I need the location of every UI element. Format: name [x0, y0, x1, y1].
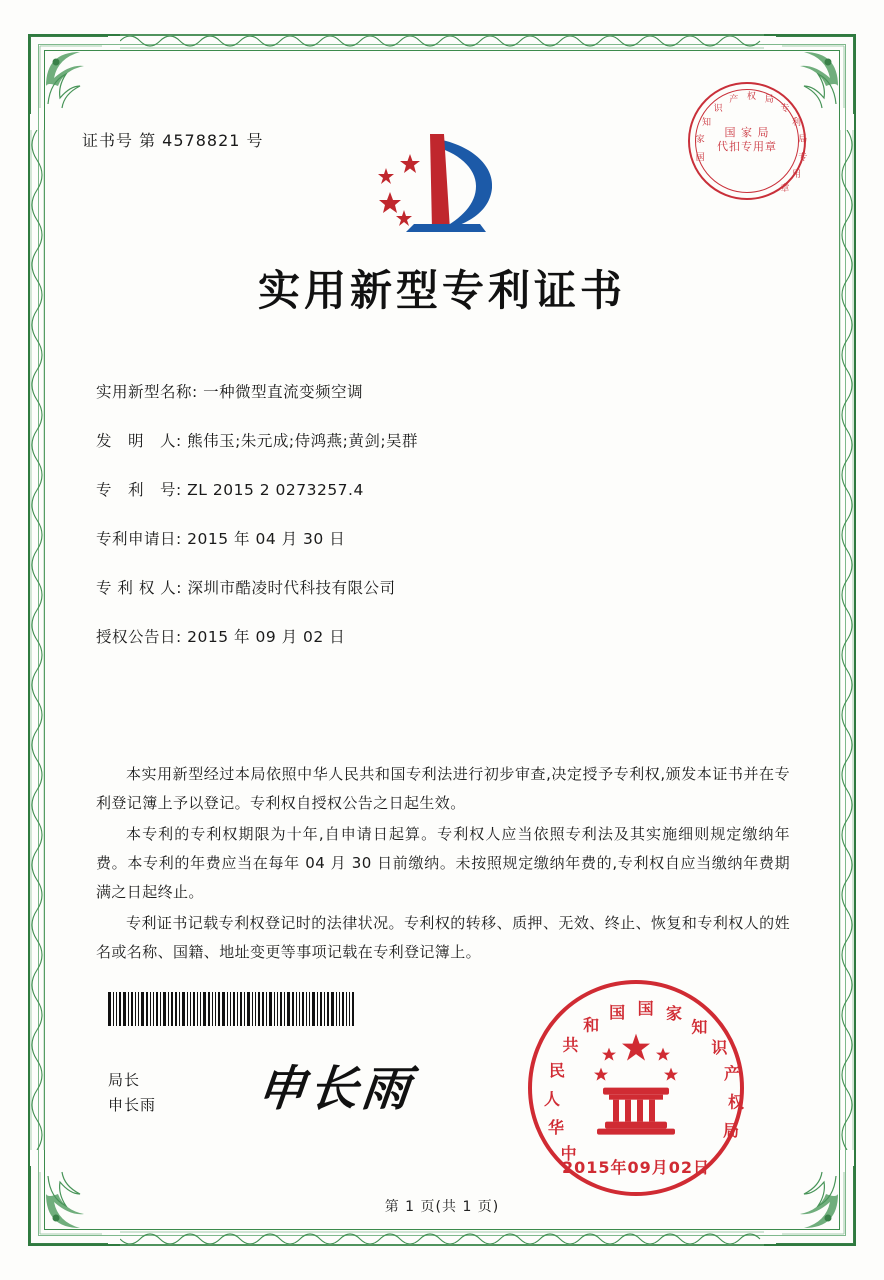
field-label: 专利申请日: — [96, 530, 182, 548]
field-row-patentee — [96, 576, 796, 598]
field-row-grant-date — [96, 625, 796, 647]
field-label: 授权公告日: — [96, 628, 182, 646]
national-emblem-icon — [583, 1030, 689, 1138]
field-label: 发 明 人: — [96, 432, 182, 450]
signature-role: 局长 — [108, 1071, 141, 1089]
barcode — [108, 992, 360, 1026]
field-value: 2015 年 04 月 30 日 — [187, 530, 346, 548]
signature-block — [108, 1068, 156, 1118]
paragraph-2: 本专利的专利权期限为十年,自申请日起算。专利权人应当依照专利法及其实施细则规定缴纳年费。本专利的年费应当在每年 04 月 30 日前缴纳。未按照规定缴纳年费的,专利权自应当缴纳年费期满之日起终止。 — [96, 825, 790, 901]
border-edge-top — [120, 30, 764, 52]
field-label: 专 利 号: — [96, 481, 182, 499]
field-label: 专 利 权 人: — [96, 579, 183, 597]
field-value: 深圳市酷凌时代科技有限公司 — [187, 579, 396, 597]
top-right-stamp — [688, 82, 806, 200]
field-list — [96, 380, 796, 674]
stamp-ring-text: 国 家 知 识 产 权 局 专 利 局 专 用 章 — [695, 92, 808, 194]
signature-handwriting: 申长雨 — [254, 1061, 417, 1117]
register-number: 证书号 第 4578821 号 — [82, 131, 264, 150]
cnipa-logo-icon — [370, 120, 500, 240]
body-text — [96, 760, 790, 969]
field-value: 熊伟玉;朱元成;侍鸿燕;黄剑;吴群 — [187, 432, 419, 450]
field-row-application-date — [96, 527, 796, 549]
official-seal — [528, 980, 744, 1196]
field-value: 一种微型直流变频空调 — [203, 383, 364, 401]
border-edge-bottom — [120, 1228, 764, 1250]
paragraph-3: 专利证书记载专利权登记时的法律状况。专利权的转移、质押、无效、终止、恢复和专利权人的姓名或名称、国籍、地址变更等事项记载在专利登记簿上。 — [96, 914, 790, 961]
paragraph-1: 本实用新型经过本局依照中华人民共和国专利法进行初步审查,决定授予专利权,颁发本证书并在专利登记簿上予以登记。专利权自授权公告之日起生效。 — [96, 765, 790, 812]
field-label: 实用新型名称: — [96, 383, 198, 401]
field-value: ZL 2015 2 0273257.4 — [187, 481, 364, 499]
signature-name: 申长雨 — [108, 1096, 157, 1114]
border-corner-ornament — [26, 32, 112, 118]
field-row-patent-number — [96, 478, 796, 500]
page-footer: 第 1 页(共 1 页) — [384, 1199, 500, 1215]
field-row-inventors — [96, 429, 796, 451]
seal-ring-text: 中 华 人 民 共 和 国 国 家 知 识 产 权 局 — [544, 999, 745, 1163]
field-row-name — [96, 380, 796, 402]
field-value: 2015 年 09 月 02 日 — [187, 628, 346, 646]
page-title: 实用新型专利证书 — [257, 266, 626, 315]
stamp-center-line2: 代扣专用章 — [717, 140, 777, 153]
seal-date: 2015年09月02日 — [561, 1158, 711, 1177]
stamp-center-line1: 国 家 局 — [724, 126, 770, 139]
